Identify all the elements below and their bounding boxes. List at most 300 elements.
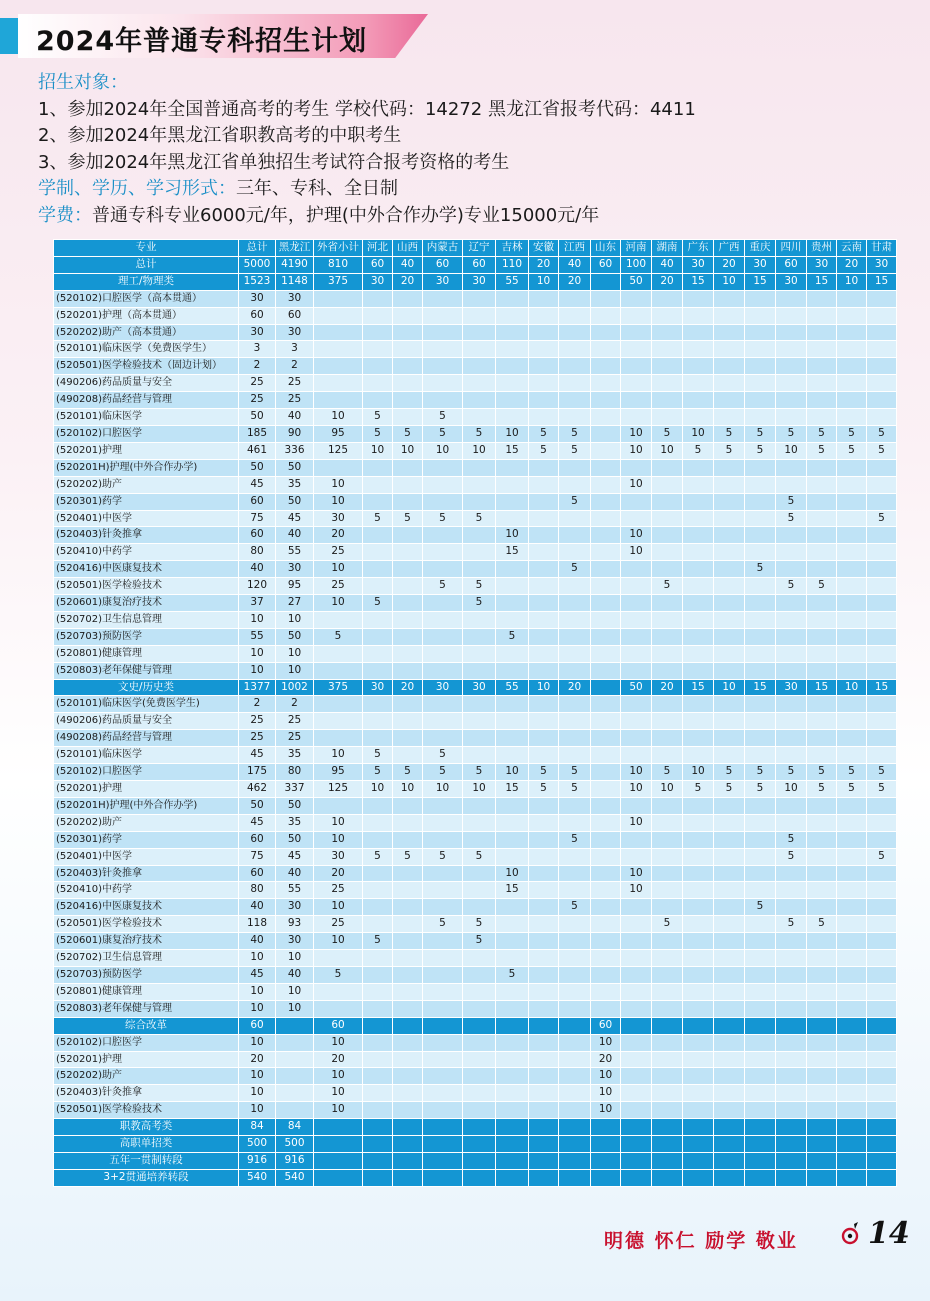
major-name-cell: (520202)助产 — [54, 476, 239, 493]
quota-cell — [529, 544, 559, 561]
quota-cell — [867, 713, 897, 730]
quota-cell — [807, 933, 837, 950]
quota-cell — [393, 966, 423, 983]
enrollment-table — [53, 239, 897, 1187]
quota-cell — [652, 1085, 683, 1102]
quota-cell: 40 — [652, 256, 683, 273]
quota-cell: 15 — [683, 679, 714, 696]
quota-cell — [776, 358, 807, 375]
quota-cell — [867, 966, 897, 983]
quota-cell — [837, 1169, 867, 1186]
quota-cell — [683, 662, 714, 679]
quota-cell — [363, 324, 393, 341]
major-name-cell: (490208)药品经营与管理 — [54, 392, 239, 409]
quota-cell — [714, 1034, 745, 1051]
category-row — [54, 1017, 897, 1034]
quota-cell — [463, 882, 496, 899]
quota-cell — [837, 628, 867, 645]
quota-cell — [776, 290, 807, 307]
quota-cell: 35 — [276, 476, 314, 493]
quota-cell — [463, 865, 496, 882]
quota-cell: 93 — [276, 916, 314, 933]
quota-cell: 60 — [239, 307, 276, 324]
quota-cell: 5 — [423, 747, 463, 764]
quota-cell — [837, 358, 867, 375]
quota-cell — [591, 662, 621, 679]
quota-cell — [496, 290, 529, 307]
quota-cell — [314, 950, 363, 967]
quota-cell: 60 — [423, 256, 463, 273]
quota-cell — [776, 1085, 807, 1102]
quota-cell — [807, 696, 837, 713]
quota-cell — [714, 831, 745, 848]
quota-cell — [652, 510, 683, 527]
quota-cell — [529, 628, 559, 645]
quota-cell: 10 — [276, 950, 314, 967]
quota-cell — [776, 983, 807, 1000]
quota-cell — [776, 645, 807, 662]
quota-cell — [867, 899, 897, 916]
major-name-cell: 理工/物理类 — [54, 273, 239, 290]
quota-cell — [591, 848, 621, 865]
quota-cell — [591, 307, 621, 324]
major-name-cell: (520301)药学 — [54, 493, 239, 510]
quota-cell — [837, 1068, 867, 1085]
quota-cell — [559, 814, 591, 831]
quota-cell: 10 — [276, 1000, 314, 1017]
quota-cell — [496, 476, 529, 493]
quota-cell: 80 — [239, 882, 276, 899]
quota-cell — [423, 814, 463, 831]
quota-cell — [423, 290, 463, 307]
quota-cell — [393, 628, 423, 645]
quota-cell: 120 — [239, 578, 276, 595]
quota-cell — [423, 1068, 463, 1085]
quota-cell: 2 — [239, 696, 276, 713]
quota-cell: 40 — [393, 256, 423, 273]
quota-cell — [621, 459, 652, 476]
quota-cell — [314, 375, 363, 392]
quota-cell: 5 — [463, 578, 496, 595]
quota-cell — [807, 611, 837, 628]
quota-cell — [529, 578, 559, 595]
quota-cell: 10 — [463, 781, 496, 798]
quota-cell: 20 — [239, 1051, 276, 1068]
quota-cell — [745, 1051, 776, 1068]
quota-cell — [807, 595, 837, 612]
quota-cell: 10 — [239, 611, 276, 628]
quota-cell — [463, 493, 496, 510]
quota-cell — [529, 1051, 559, 1068]
quota-cell — [529, 713, 559, 730]
quota-cell — [423, 307, 463, 324]
quota-cell — [683, 1017, 714, 1034]
table-row — [54, 1102, 897, 1119]
quota-cell: 50 — [239, 409, 276, 426]
quota-cell — [745, 611, 776, 628]
quota-cell — [714, 510, 745, 527]
quota-cell — [776, 307, 807, 324]
quota-cell — [714, 544, 745, 561]
quota-cell — [559, 392, 591, 409]
quota-cell — [621, 713, 652, 730]
quota-cell — [621, 1102, 652, 1119]
quota-cell: 5 — [559, 425, 591, 442]
quota-cell — [463, 1000, 496, 1017]
quota-cell — [591, 797, 621, 814]
quota-cell — [714, 662, 745, 679]
quota-cell: 30 — [463, 679, 496, 696]
quota-cell: 1002 — [276, 679, 314, 696]
quota-cell — [621, 1152, 652, 1169]
quota-cell — [529, 696, 559, 713]
quota-cell — [393, 375, 423, 392]
major-name-cell: (520501)医学检验技术 — [54, 1102, 239, 1119]
quota-cell: 5 — [423, 848, 463, 865]
quota-cell — [867, 747, 897, 764]
quota-cell — [423, 730, 463, 747]
quota-cell: 185 — [239, 425, 276, 442]
quota-cell — [393, 527, 423, 544]
major-name-cell: (520102)口腔医学 — [54, 764, 239, 781]
header-cell: 河北 — [363, 240, 393, 257]
quota-cell — [807, 950, 837, 967]
quota-cell — [745, 1068, 776, 1085]
quota-cell — [621, 510, 652, 527]
quota-cell — [867, 409, 897, 426]
major-name-cell: (490206)药品质量与安全 — [54, 713, 239, 730]
quota-cell: 10 — [423, 442, 463, 459]
header-cell: 四川 — [776, 240, 807, 257]
quota-cell — [776, 324, 807, 341]
major-name-cell: (520403)针灸推拿 — [54, 527, 239, 544]
quota-cell: 55 — [496, 273, 529, 290]
quota-cell: 10 — [714, 679, 745, 696]
quota-cell — [652, 1169, 683, 1186]
quota-cell: 5 — [463, 425, 496, 442]
quota-cell: 55 — [276, 544, 314, 561]
table-row — [54, 764, 897, 781]
quota-cell — [745, 645, 776, 662]
quota-cell — [463, 324, 496, 341]
quota-cell — [683, 358, 714, 375]
quota-cell — [363, 662, 393, 679]
quota-cell: 5 — [807, 425, 837, 442]
quota-cell — [591, 341, 621, 358]
quota-cell: 10 — [314, 1068, 363, 1085]
quota-cell — [423, 1136, 463, 1153]
quota-cell — [393, 1034, 423, 1051]
quota-cell: 10 — [529, 273, 559, 290]
quota-cell: 110 — [496, 256, 529, 273]
quota-cell: 25 — [276, 375, 314, 392]
quota-cell — [496, 1051, 529, 1068]
quota-cell — [714, 1119, 745, 1136]
quota-cell — [837, 983, 867, 1000]
quota-cell: 375 — [314, 679, 363, 696]
quota-cell — [837, 595, 867, 612]
quota-cell — [559, 1068, 591, 1085]
fee-label: 学费： — [38, 204, 92, 226]
quota-cell — [652, 983, 683, 1000]
quota-cell — [559, 341, 591, 358]
quota-cell — [807, 459, 837, 476]
quota-cell — [745, 476, 776, 493]
quota-cell — [559, 476, 591, 493]
quota-cell — [423, 375, 463, 392]
quota-cell: 20 — [591, 1051, 621, 1068]
quota-cell — [714, 1051, 745, 1068]
quota-cell — [314, 307, 363, 324]
quota-cell — [393, 341, 423, 358]
quota-cell — [529, 1000, 559, 1017]
header-major: 专业 — [54, 240, 239, 257]
quota-cell — [393, 814, 423, 831]
quota-cell — [745, 814, 776, 831]
quota-cell: 84 — [276, 1119, 314, 1136]
quota-cell: 30 — [423, 679, 463, 696]
quota-cell: 50 — [239, 797, 276, 814]
quota-cell — [423, 1102, 463, 1119]
quota-cell — [591, 527, 621, 544]
quota-cell — [652, 409, 683, 426]
major-name-cell: (520102)口腔医学 — [54, 1034, 239, 1051]
quota-cell: 50 — [621, 273, 652, 290]
quota-cell: 50 — [276, 797, 314, 814]
quota-cell — [776, 409, 807, 426]
quota-cell — [776, 1034, 807, 1051]
quota-cell: 10 — [314, 814, 363, 831]
quota-cell — [683, 882, 714, 899]
quota-cell: 10 — [314, 747, 363, 764]
quota-cell — [496, 1102, 529, 1119]
quota-cell — [314, 1136, 363, 1153]
major-name-cell: (520803)老年保健与管理 — [54, 1000, 239, 1017]
category-row — [54, 1136, 897, 1153]
quota-cell — [776, 950, 807, 967]
quota-cell — [652, 696, 683, 713]
quota-cell — [776, 1102, 807, 1119]
quota-cell — [683, 831, 714, 848]
quota-cell: 20 — [393, 679, 423, 696]
quota-cell — [652, 865, 683, 882]
table-row — [54, 1051, 897, 1068]
school-logo-icon — [840, 1222, 860, 1248]
quota-cell — [559, 882, 591, 899]
quota-cell — [363, 1119, 393, 1136]
quota-cell — [363, 983, 393, 1000]
category-row — [54, 1152, 897, 1169]
table-row — [54, 459, 897, 476]
quota-cell — [837, 290, 867, 307]
quota-cell: 10 — [621, 814, 652, 831]
quota-cell — [621, 358, 652, 375]
quota-cell — [463, 375, 496, 392]
quota-cell — [363, 1152, 393, 1169]
quota-cell — [745, 1119, 776, 1136]
quota-cell — [837, 341, 867, 358]
quota-cell — [591, 696, 621, 713]
quota-cell — [683, 865, 714, 882]
quota-cell: 5 — [363, 764, 393, 781]
quota-cell — [683, 696, 714, 713]
quota-cell: 5 — [496, 628, 529, 645]
quota-cell — [591, 611, 621, 628]
quota-cell: 50 — [276, 628, 314, 645]
quota-cell: 5 — [867, 848, 897, 865]
quota-cell — [393, 1169, 423, 1186]
quota-cell: 461 — [239, 442, 276, 459]
quota-cell: 5 — [867, 425, 897, 442]
table-row — [54, 1085, 897, 1102]
quota-cell: 5 — [463, 510, 496, 527]
major-name-cell: 3+2贯通培养转段 — [54, 1169, 239, 1186]
quota-cell — [559, 1034, 591, 1051]
quota-cell — [807, 1000, 837, 1017]
major-name-cell: 高职单招类 — [54, 1136, 239, 1153]
quota-cell — [776, 713, 807, 730]
quota-cell — [867, 527, 897, 544]
quota-cell — [559, 324, 591, 341]
quota-cell: 60 — [363, 256, 393, 273]
quota-cell: 10 — [276, 662, 314, 679]
header-cell: 山东 — [591, 240, 621, 257]
quota-cell — [591, 561, 621, 578]
quota-cell — [529, 307, 559, 324]
quota-cell: 10 — [621, 527, 652, 544]
quota-cell — [745, 916, 776, 933]
quota-cell — [393, 1119, 423, 1136]
quota-cell — [559, 983, 591, 1000]
quota-cell — [745, 392, 776, 409]
quota-cell: 15 — [807, 679, 837, 696]
quota-cell — [591, 983, 621, 1000]
quota-cell: 10 — [239, 1085, 276, 1102]
quota-cell — [314, 1152, 363, 1169]
quota-cell — [807, 797, 837, 814]
quota-cell: 5 — [745, 899, 776, 916]
major-name-cell: 五年一贯制转段 — [54, 1152, 239, 1169]
quota-cell: 10 — [314, 595, 363, 612]
quota-cell: 60 — [776, 256, 807, 273]
quota-cell — [621, 290, 652, 307]
quota-cell: 20 — [714, 256, 745, 273]
quota-cell: 10 — [837, 273, 867, 290]
quota-cell — [363, 392, 393, 409]
quota-cell — [683, 933, 714, 950]
quota-cell — [714, 713, 745, 730]
table-row — [54, 341, 897, 358]
quota-cell — [652, 476, 683, 493]
quota-cell — [529, 459, 559, 476]
quota-cell — [363, 1102, 393, 1119]
quota-cell — [807, 747, 837, 764]
category-row — [54, 273, 897, 290]
quota-cell — [652, 1119, 683, 1136]
quota-cell — [363, 1000, 393, 1017]
quota-cell — [363, 882, 393, 899]
quota-cell: 30 — [807, 256, 837, 273]
header-cell: 吉林 — [496, 240, 529, 257]
quota-cell: 90 — [276, 425, 314, 442]
table-row — [54, 527, 897, 544]
quota-cell — [423, 966, 463, 983]
quota-cell: 10 — [463, 442, 496, 459]
quota-cell: 5 — [807, 578, 837, 595]
quota-cell — [314, 696, 363, 713]
quota-cell: 1377 — [239, 679, 276, 696]
quota-cell — [393, 324, 423, 341]
quota-cell: 10 — [591, 1034, 621, 1051]
quota-cell: 15 — [745, 679, 776, 696]
quota-cell: 10 — [591, 1085, 621, 1102]
quota-cell — [393, 1068, 423, 1085]
quota-cell — [683, 966, 714, 983]
quota-cell: 10 — [314, 409, 363, 426]
quota-cell — [559, 595, 591, 612]
quota-cell: 10 — [591, 1102, 621, 1119]
quota-cell — [496, 713, 529, 730]
quota-cell — [807, 527, 837, 544]
table-row — [54, 628, 897, 645]
quota-cell — [837, 1034, 867, 1051]
quota-cell — [867, 1119, 897, 1136]
quota-cell: 5 — [463, 595, 496, 612]
quota-cell: 10 — [239, 983, 276, 1000]
quota-cell: 100 — [621, 256, 652, 273]
quota-cell: 15 — [496, 781, 529, 798]
quota-cell: 37 — [239, 595, 276, 612]
quota-cell: 10 — [621, 476, 652, 493]
quota-cell — [393, 950, 423, 967]
quota-cell: 10 — [314, 561, 363, 578]
quota-cell: 10 — [314, 493, 363, 510]
quota-cell — [807, 392, 837, 409]
major-name-cell: 综合改革 — [54, 1017, 239, 1034]
quota-cell — [837, 307, 867, 324]
quota-cell — [621, 409, 652, 426]
quota-cell: 5 — [423, 764, 463, 781]
quota-cell — [393, 645, 423, 662]
quota-cell — [363, 966, 393, 983]
quota-cell — [837, 814, 867, 831]
quota-cell — [714, 696, 745, 713]
quota-cell — [363, 1068, 393, 1085]
quota-cell — [867, 1169, 897, 1186]
quota-cell — [714, 611, 745, 628]
quota-cell — [529, 1169, 559, 1186]
quota-cell — [314, 1000, 363, 1017]
header-cell: 安徽 — [529, 240, 559, 257]
quota-cell — [496, 595, 529, 612]
quota-cell — [591, 865, 621, 882]
quota-cell — [867, 645, 897, 662]
quota-cell — [529, 493, 559, 510]
quota-cell — [314, 358, 363, 375]
major-name-cell: (520201)护理 — [54, 442, 239, 459]
quota-cell — [363, 375, 393, 392]
quota-cell — [867, 358, 897, 375]
quota-cell — [529, 611, 559, 628]
header-cell: 甘肃 — [867, 240, 897, 257]
quota-cell — [683, 628, 714, 645]
quota-cell — [559, 1000, 591, 1017]
quota-cell: 5 — [559, 493, 591, 510]
major-name-cell: (520101)临床医学（免费医学生） — [54, 341, 239, 358]
quota-cell — [683, 459, 714, 476]
quota-cell — [807, 730, 837, 747]
quota-cell — [529, 1136, 559, 1153]
